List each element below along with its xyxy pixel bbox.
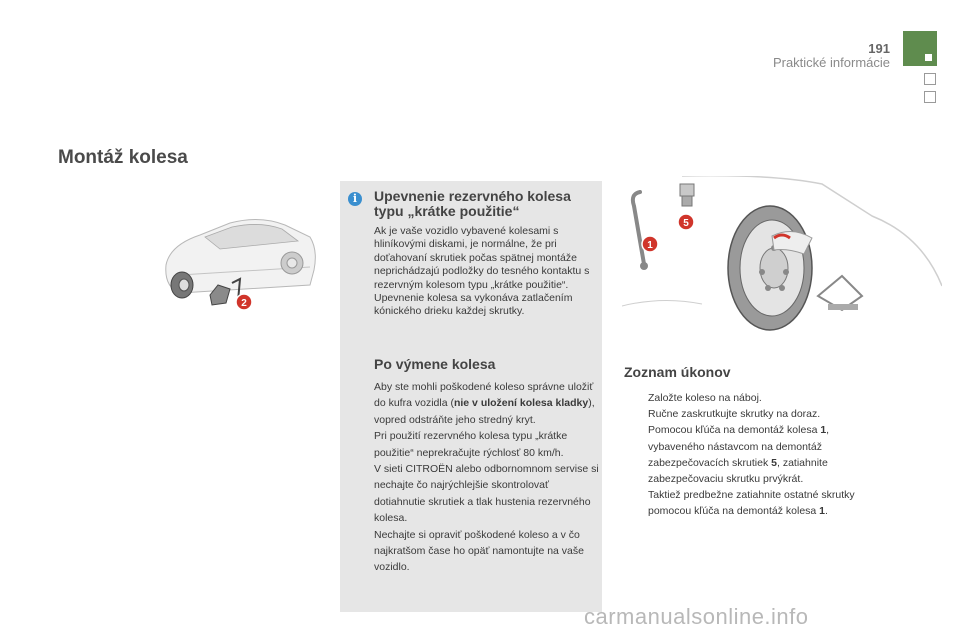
wheel-icon	[728, 206, 812, 330]
jack-icon	[818, 276, 862, 310]
info-panel	[340, 181, 602, 612]
list-item	[624, 390, 864, 406]
sub-p1-text-a: Aby ste mohli poškodené koleso správne uložiť do kufra vozidla (	[374, 381, 594, 410]
step-3-ref-1: 1	[820, 424, 827, 437]
sub-paragraph-4: Nechajte si opraviť poškodené koleso a v čo najkratšom čase ho opäť namontujte na vaše vozidlo.	[374, 528, 584, 574]
page-title: Montáž kolesa	[58, 147, 188, 168]
section-name: Praktické informácie	[772, 55, 890, 70]
security-bolt-icon	[680, 184, 694, 206]
step-4-text-b: .	[825, 505, 828, 518]
page-number: 191	[868, 41, 890, 56]
info-icon: i	[348, 192, 362, 206]
lug-wrench-icon	[633, 192, 648, 270]
step-3-ref-5: 5	[771, 456, 777, 469]
sub-paragraph-3: V sieti CITROËN alebo odbornomnom servise si nechajte čo najrýchlejšie skontrolovať dotiahnutie skrutiek a tlak hustenia rezervného kolesa.	[374, 463, 599, 525]
steps-list	[624, 390, 864, 520]
step-4-ref-1: 1	[819, 505, 826, 518]
step-1-text: Založte koleso na náboj.	[648, 392, 762, 404]
callout-5	[678, 214, 694, 230]
chapter-tab[interactable]	[903, 31, 937, 66]
list-item	[624, 487, 864, 519]
callout-1-number: 1	[647, 240, 653, 251]
chapter-tab-empty-1[interactable]	[924, 73, 936, 85]
spare-wheel-icon	[171, 272, 193, 298]
sub-p1-bold: nie v uložení kolesa kladky	[453, 397, 589, 410]
sub-paragraph-1	[374, 379, 599, 428]
step-4-text-a: Taktiež predbežne zatiahnite ostatné skrutky pomocou kľúča na demontáž kolesa	[648, 489, 855, 518]
panel-body: Ak je vaše vozidlo vybavené kolesami s hliníkovými diskami, je normálne, že pri doťahovaní skrutiek počas spätnej montáže neprichádzajú podložky do tesného kontaktu s rezervným kolesom typu „krátke použitie“. Upevnenie kolesa sa vykonáva zatlačením kónického drieku každej skrutky.	[374, 225, 590, 318]
panel-title: Upevnenie rezervného kolesa typu „krátke použitie“	[374, 188, 571, 219]
car-illustration	[160, 205, 320, 325]
list-item	[624, 406, 864, 422]
panel-sub-body	[374, 379, 599, 576]
sub-p1-text-b: ), vopred odstráňte jeho stredný kryt.	[374, 397, 595, 426]
callout-5-number: 5	[683, 218, 689, 229]
panel-subtitle: Po výmene kolesa	[374, 356, 496, 372]
callout-2-number: 2	[241, 298, 247, 309]
steps-title: Zoznam úkonov	[624, 364, 731, 380]
wheel-mounting-illustration	[622, 176, 942, 344]
callout-1	[642, 236, 658, 252]
sub-paragraph-2: Pri použití rezervného kolesa typu „krátke použitie“ neprekračujte rýchlosť 80 km/h.	[374, 430, 568, 459]
step-3-text-b: , vybaveného nástavcom na demontáž zabezpečovacích skrutiek	[648, 424, 830, 469]
step-3-text-a: Pomocou kľúča na demontáž kolesa	[648, 424, 821, 437]
step-3-text-c: , zatiahnite zabezpečovaciu skrutku prvýkrát.	[648, 456, 828, 486]
step-2-text: Ručne zaskrutkujte skrutky na doraz.	[648, 408, 821, 421]
watermark: carmanualsonline.info	[584, 604, 809, 629]
chapter-tab-empty-2[interactable]	[924, 91, 936, 103]
callout-2	[236, 294, 252, 310]
list-item	[624, 422, 864, 487]
square-icon	[925, 54, 932, 61]
